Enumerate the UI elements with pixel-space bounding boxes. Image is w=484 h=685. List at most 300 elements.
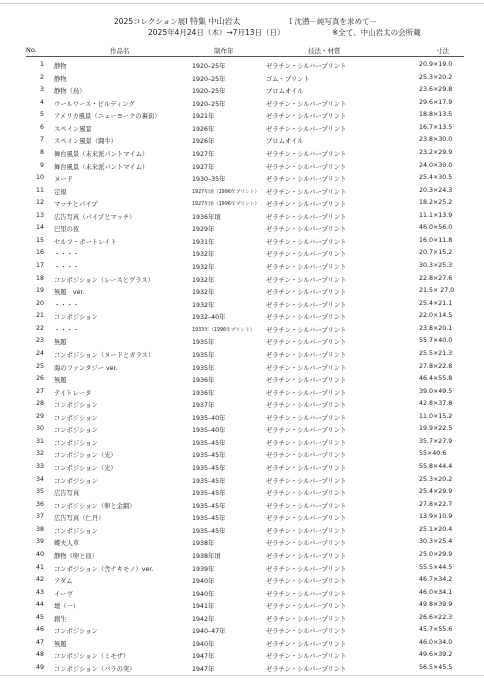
cell-title: アダム (54, 578, 73, 586)
cell-title: コンポジション (54, 628, 98, 636)
cell-year: 1935–45年 (192, 465, 226, 472)
cell-no: 28 (35, 400, 44, 408)
table-row (0, 385, 484, 398)
cell-size: 49.6×39.2 (419, 651, 453, 659)
cell-year: 1920–25年 (192, 88, 226, 96)
cell-size: 11.0×15.2 (419, 412, 453, 420)
cell-technique: ゼラチン・シルバープリント (266, 150, 347, 158)
cell-size: 46.7×34.2 (419, 576, 453, 584)
cell-size: 25.4×21.1 (419, 299, 453, 307)
cell-title: 無題 (54, 339, 67, 347)
cell-technique: ゼラチン・シルバープリント (266, 590, 347, 598)
table-row (0, 447, 484, 460)
cell-no: 43 (35, 588, 44, 596)
cell-year: 1932年 (192, 264, 215, 271)
cell-no: 5 (39, 111, 44, 119)
cell-no: 37 (35, 513, 44, 521)
cell-technique: ゼラチン・シルバープリント (266, 163, 347, 171)
table-row (0, 209, 484, 222)
cell-title: コンポジション (54, 427, 98, 435)
cell-size: 25.0×29.9 (419, 550, 453, 558)
cell-no: 46 (35, 626, 44, 634)
cell-year: 1921年 (192, 113, 215, 121)
cell-title: コンポジション（卵と金網） (54, 502, 136, 510)
cell-technique: ゼラチン・シルバープリント (266, 490, 347, 498)
cell-technique: ゼラチン・シルバープリント (266, 477, 347, 485)
cell-size: 25.4×30.5 (419, 174, 453, 182)
cell-title: 無題 (54, 640, 67, 648)
cell-no: 9 (39, 161, 44, 169)
table-row (0, 360, 484, 373)
cell-no: 40 (35, 550, 44, 558)
cell-no: 44 (35, 601, 44, 609)
cell-title: コンポジション (54, 402, 98, 410)
cell-no: 23 (35, 337, 44, 345)
cell-title: 創生 (54, 615, 67, 623)
column-header-year: 制作年 (214, 47, 234, 55)
table-row (0, 96, 484, 109)
exhibition-dates: 2025年4月24日（木）→7月13日（日） (148, 28, 285, 37)
table-row (0, 196, 484, 209)
cell-title: スペイン風景（闘牛） (54, 138, 117, 146)
column-header-no: No. (26, 46, 37, 54)
cell-year: 1937年 (192, 402, 215, 410)
cell-size: 16.7×13.5 (419, 123, 453, 131)
cell-year: 1932年 (192, 289, 215, 297)
cell-title: コンポジション (54, 527, 98, 535)
cell-year: 1926年 (192, 138, 215, 146)
cell-year: 1935–45年 (192, 477, 226, 485)
cell-technique: ゼラチン・シルバープリント (266, 465, 347, 472)
cell-technique: ゼラチン・シルバープリント (266, 402, 347, 410)
cell-size: 23.8×30.0 (419, 136, 453, 144)
cell-size: 27.8×22.7 (419, 500, 453, 508)
table-row (0, 523, 484, 536)
cell-size: 49.8×39.9 (419, 601, 453, 609)
cell-year: 1936年頃 (192, 213, 221, 221)
cell-year: 1935–45年 (192, 515, 226, 523)
cell-no: 36 (35, 500, 44, 508)
cell-no: 20 (35, 299, 44, 307)
cell-title: コンポジション（光） (54, 452, 117, 460)
cell-title: コンポジション（光） (54, 465, 117, 472)
cell-technique: ゴム・プリント (266, 75, 310, 83)
cell-technique: ゼラチン・シルバープリント (266, 264, 347, 271)
cell-title: スペイン風景 (54, 125, 92, 133)
cell-year: 1920–25年 (192, 75, 226, 83)
cell-title: 蝶夫人草 (54, 540, 80, 548)
feature-title: 特集 中山岩太 (190, 17, 241, 26)
cell-no: 11 (35, 186, 44, 194)
table-header (0, 44, 484, 56)
table-row (0, 347, 484, 360)
cell-size: 23.2×29.9 (419, 148, 453, 156)
cell-size: 25.1×20.4 (419, 525, 453, 533)
cell-size: 20.9×19.0 (419, 61, 453, 68)
scan-edge-bottom (0, 675, 484, 676)
cell-no: 8 (39, 148, 44, 156)
cell-technique: ゼラチン・シルバープリント (266, 515, 347, 523)
cell-size: 56.5×45.5 (419, 664, 453, 671)
cell-technique: ゼラチン・シルバープリント (266, 113, 347, 121)
cell-title: 舞台風景（未来派パントマイム） (54, 150, 149, 158)
cell-technique: ブロムオイル (266, 138, 304, 146)
cell-size: 25.4×29.9 (419, 488, 453, 496)
cell-no: 4 (39, 98, 44, 106)
cell-year: 1935–45年 (192, 502, 226, 510)
cell-no: 19 (35, 287, 44, 295)
cell-technique: ゼラチン・シルバープリント (266, 326, 347, 334)
cell-no: 45 (35, 613, 44, 621)
cell-year: 1940年 (192, 640, 215, 648)
cell-technique: ゼラチン・シルバープリント (266, 125, 347, 133)
table-row (0, 221, 484, 234)
table-row (0, 234, 484, 247)
cell-year: 1927年 (192, 150, 215, 158)
cell-title: 静物 (54, 63, 67, 70)
cell-technique: ゼラチン・シルバープリント (266, 176, 347, 184)
cell-size: 27.8×22.8 (419, 362, 453, 370)
cell-technique: ゼラチン・シルバープリント (266, 578, 347, 586)
cell-technique: ゼラチン・シルバープリント (266, 213, 347, 221)
cell-year: 1927年頃（1996年プリント） (192, 202, 260, 208)
cell-year: 1947年 (192, 666, 215, 673)
table-row (0, 259, 484, 272)
cell-title: コンポジション（舎ナキモノ）ver. (54, 565, 154, 573)
table-row (0, 548, 484, 561)
cell-technique: ゼラチン・シルバープリント (266, 615, 347, 623)
cell-technique: ゼラチン・シルバープリント (266, 238, 347, 246)
cell-year: 1935–45年 (192, 527, 226, 535)
cell-year: 1932年 (192, 301, 215, 309)
cell-title: ・・・・ (54, 301, 80, 309)
cell-size: 25.5×21.3 (419, 349, 453, 357)
cell-no: 7 (39, 136, 44, 144)
cell-no: 47 (35, 638, 44, 646)
cell-technique: ゼラチン・シルバープリント (266, 527, 347, 535)
table-row (0, 611, 484, 624)
cell-year: 1935年 (192, 351, 215, 359)
table-row (0, 133, 484, 146)
cell-technique: ゼラチン・シルバープリント (266, 351, 347, 359)
table-row (0, 322, 484, 335)
cell-no: 21 (35, 312, 44, 320)
cell-year: 1938年頃 (192, 552, 221, 560)
cell-year: 1931年 (192, 238, 215, 246)
cell-title: コンポジション（ヌードとガラス） (54, 351, 155, 359)
cell-technique: ゼラチン・シルバープリント (266, 377, 347, 385)
cell-no: 34 (35, 475, 44, 483)
cell-no: 41 (35, 563, 44, 571)
cell-title: 壊（一） (54, 603, 80, 611)
cell-year: 1935年 (192, 339, 215, 347)
collection-note: ※全て、中山岩太の会所蔵 (332, 28, 421, 37)
cell-no: 48 (35, 651, 44, 659)
cell-year: 1926年 (192, 125, 215, 133)
cell-technique: ゼラチン・シルバープリント (266, 414, 347, 422)
cell-title: コンポジション (54, 314, 98, 322)
cell-technique: ゼラチン・シルバープリント (266, 301, 347, 309)
table-row (0, 598, 484, 611)
cell-technique: ゼラチン・シルバープリント (266, 653, 347, 661)
cell-size: 35.7×27.9 (419, 437, 453, 445)
table-row (0, 586, 484, 599)
table-row (0, 71, 484, 84)
cell-no: 12 (35, 199, 44, 207)
cell-title: イーヴ (54, 590, 73, 598)
cell-size: 30.3×25.3 (419, 262, 453, 269)
cell-year: 1935年 (192, 364, 215, 372)
column-header-technique: 技法・材質 (308, 47, 341, 55)
cell-technique: ゼラチン・シルバープリント (266, 226, 347, 234)
cell-title: コンポジション（ミモザ） (54, 653, 130, 661)
cell-technique: ゼラチン・シルバープリント (266, 565, 347, 573)
column-header-size: 寸法 (436, 47, 449, 55)
works-list (0, 58, 484, 674)
cell-size: 21.5× 27.0 (419, 287, 455, 295)
cell-size: 11.1×13.9 (419, 211, 453, 219)
cell-year: 1932年 (192, 251, 215, 259)
cell-title: ・・・・ (54, 264, 80, 271)
table-row (0, 309, 484, 322)
table-row (0, 246, 484, 259)
cell-title: 無題 ver. (54, 289, 85, 297)
cell-technique: ゼラチン・シルバープリント (266, 389, 347, 397)
cell-size: 55.5×44.5 (419, 563, 453, 571)
table-row (0, 485, 484, 498)
header-rule (26, 56, 464, 57)
cell-no: 6 (39, 123, 44, 131)
table-row (0, 648, 484, 661)
cell-year: 1935–45年 (192, 452, 226, 460)
table-row (0, 372, 484, 385)
cell-title: 海のファンタジー ver. (54, 364, 118, 372)
cell-technique: ゼラチン・シルバープリント (266, 502, 347, 510)
table-row (0, 284, 484, 297)
cell-no: 10 (35, 174, 44, 182)
table-row (0, 83, 484, 96)
cell-technique: ゼラチン・シルバープリント (266, 251, 347, 259)
cell-year: 1942年 (192, 615, 215, 623)
table-row (0, 473, 484, 486)
cell-title: セルフ・ポートレイト (54, 238, 117, 246)
cell-no: 16 (35, 249, 44, 257)
table-row (0, 623, 484, 636)
cell-technique: ゼラチン・シルバープリント (266, 552, 347, 560)
table-row (0, 636, 484, 649)
cell-technique: ゼラチン・シルバープリント (266, 540, 347, 548)
cell-title: コンポジション (54, 439, 98, 447)
cell-no: 33 (35, 463, 44, 470)
cell-title: ・・・・ (54, 326, 80, 334)
table-row (0, 297, 484, 310)
cell-size: 45.7×55.6 (419, 626, 453, 634)
cell-title: アメリカ風景（ニューヨークの裏街） (54, 113, 161, 121)
table-row (0, 460, 484, 473)
cell-year: 1940年 (192, 578, 215, 586)
cell-size: 25.3×20.2 (419, 73, 453, 81)
cell-no: 18 (35, 274, 44, 282)
cell-year: 1929年 (192, 226, 215, 234)
table-row (0, 108, 484, 121)
cell-year: 1941年 (192, 603, 215, 611)
cell-size: 46.4×55.8 (419, 375, 453, 383)
cell-size: 24.0×30.0 (419, 161, 453, 169)
cell-title: 巴里の夜 (54, 226, 80, 234)
table-row (0, 159, 484, 172)
cell-technique: ゼラチン・シルバープリント (266, 603, 347, 611)
table-row (0, 184, 484, 197)
cell-title: 静物（卵と皿） (54, 552, 99, 560)
cell-technique: ゼラチン・シルバープリント (266, 188, 347, 196)
cell-year: 1936年 (192, 389, 215, 397)
cell-title: 広告写真（パイプとマッチ） (54, 213, 136, 221)
cell-title: 静物 (54, 75, 67, 83)
table-row (0, 121, 484, 134)
cell-size: 29.6×17.9 (419, 98, 453, 106)
cell-year: 1940–47年 (192, 628, 226, 636)
cell-size: 25.3×20.2 (419, 475, 453, 483)
cell-year: 1935–40年 (192, 414, 226, 422)
scan-edge-top (0, 3, 484, 4)
cell-title: 静物（鳥） (54, 88, 86, 96)
cell-size: 46.0×56.0 (419, 224, 453, 232)
cell-size: 23.6×29.8 (419, 86, 453, 94)
cell-title: コンポジション (54, 414, 98, 422)
table-row (0, 272, 484, 285)
cell-no: 27 (35, 387, 44, 395)
cell-no: 14 (35, 224, 44, 232)
cell-no: 29 (35, 412, 44, 420)
table-row (0, 58, 484, 71)
cell-title: 定規 (54, 188, 67, 196)
cell-size: 19.9×22.5 (419, 425, 453, 433)
cell-year: 1932–40年 (192, 314, 226, 322)
cell-no: 17 (35, 262, 44, 269)
cell-no: 13 (35, 211, 44, 219)
cell-year: 1935–45年 (192, 490, 226, 498)
cell-no: 30 (35, 425, 44, 433)
table-row (0, 535, 484, 548)
cell-technique: ゼラチン・シルバープリント (266, 628, 347, 636)
cell-year: 1932年 (192, 276, 215, 284)
table-row (0, 510, 484, 523)
cell-size: 18.8×13.5 (419, 111, 453, 119)
cell-size: 30.3×25.4 (419, 538, 453, 546)
cell-no: 2 (39, 73, 44, 81)
cell-size: 55×40.6 (419, 450, 447, 458)
cell-year: 1927年頃（1996年プリント） (192, 189, 260, 195)
table-row (0, 334, 484, 347)
cell-year: 1940年 (192, 590, 215, 598)
cell-size: 16.0×11.8 (419, 236, 453, 244)
cell-no: 1 (39, 61, 44, 68)
table-row (0, 498, 484, 511)
cell-year: 1938年 (192, 540, 215, 548)
cell-title: マッチとパイプ (54, 201, 98, 209)
table-row (0, 422, 484, 435)
cell-technique: ゼラチン・シルバープリント (266, 100, 347, 108)
cell-technique: ゼラチン・シルバープリント (266, 452, 347, 460)
cell-year: 1933年（1996年プリント） (192, 327, 255, 333)
cell-year: 1920–25年 (192, 63, 226, 70)
column-header-title: 作品名 (110, 47, 130, 55)
cell-technique: ゼラチン・シルバープリント (266, 289, 347, 297)
table-row (0, 410, 484, 423)
cell-technique: ゼラチン・シルバープリント (266, 314, 347, 322)
cell-year: 1930–35年 (192, 176, 226, 184)
cell-no: 26 (35, 375, 44, 383)
cell-year: 1939年 (192, 565, 215, 573)
cell-title: 舞台風景（未来派パントマイム） (54, 163, 149, 171)
table-row (0, 573, 484, 586)
table-row (0, 561, 484, 574)
cell-year: 1935–45年 (192, 439, 226, 447)
cell-year: 1935–40年 (192, 427, 226, 435)
cell-no: 32 (35, 450, 44, 458)
cell-size: 18.2×25.2 (419, 199, 453, 207)
cell-technique: ゼラチン・シルバープリント (266, 276, 347, 284)
cell-technique: ゼラチン・シルバープリント (266, 364, 347, 372)
cell-title: 無題 (54, 377, 67, 385)
cell-no: 22 (35, 324, 44, 332)
cell-year: 1936年 (192, 377, 215, 385)
cell-technique: ゼラチン・シルバープリント (266, 640, 347, 648)
cell-no: 38 (35, 525, 44, 533)
cell-size: 46.0×34.0 (419, 638, 453, 646)
cell-technique: ブロムオイル (266, 88, 304, 96)
cell-title: ヌード (54, 176, 73, 184)
table-row (0, 435, 484, 448)
table-row (0, 397, 484, 410)
cell-technique: ゼラチン・シルバープリント (266, 63, 347, 70)
cell-year: 1927年 (192, 163, 215, 171)
cell-technique: ゼラチン・シルバープリント (266, 201, 347, 209)
cell-title: コンポジション (54, 477, 98, 485)
cell-size: 55.7×40.0 (419, 337, 453, 345)
table-row (0, 661, 484, 674)
cell-size: 22.8×27.6 (419, 274, 453, 282)
cell-size: 26.6×22.3 (419, 613, 453, 621)
cell-title: 広告写真（仁丹） (54, 515, 105, 523)
cell-no: 39 (35, 538, 44, 546)
exhibition-name: 2025コレクション展Ⅰ (114, 17, 188, 26)
table-row (0, 171, 484, 184)
cell-size: 22.0×14.5 (419, 312, 453, 320)
cell-title: コンポジション（バラの実） (54, 666, 136, 673)
cell-no: 35 (35, 488, 44, 496)
section-subtitle: Ｉ沈潜－純写真を求めて－ (287, 17, 377, 26)
cell-title: ウールワース・ビルディング (54, 100, 135, 108)
cell-year: 1947年 (192, 653, 215, 661)
cell-no: 3 (39, 86, 44, 94)
cell-title: コンポジション（レースとグラス） (54, 276, 154, 284)
cell-size: 39.0×49.5 (419, 387, 453, 395)
cell-technique: ゼラチン・シルバープリント (266, 339, 347, 347)
cell-technique: ゼラチン・シルバープリント (266, 427, 347, 435)
cell-size: 46.0×34.1 (419, 588, 453, 596)
cell-size: 20.7×15.2 (419, 249, 453, 257)
cell-no: 15 (35, 236, 44, 244)
cell-title: テイトレータ (54, 389, 92, 397)
cell-size: 20.3×24.3 (419, 186, 453, 194)
cell-no: 31 (35, 437, 44, 445)
cell-size: 13.9×10.9 (419, 513, 453, 521)
cell-title: 広告写真 (54, 490, 80, 498)
cell-technique: ゼラチン・シルバープリント (266, 439, 347, 447)
cell-no: 42 (35, 576, 44, 584)
cell-size: 23.8×20.1 (419, 324, 453, 332)
